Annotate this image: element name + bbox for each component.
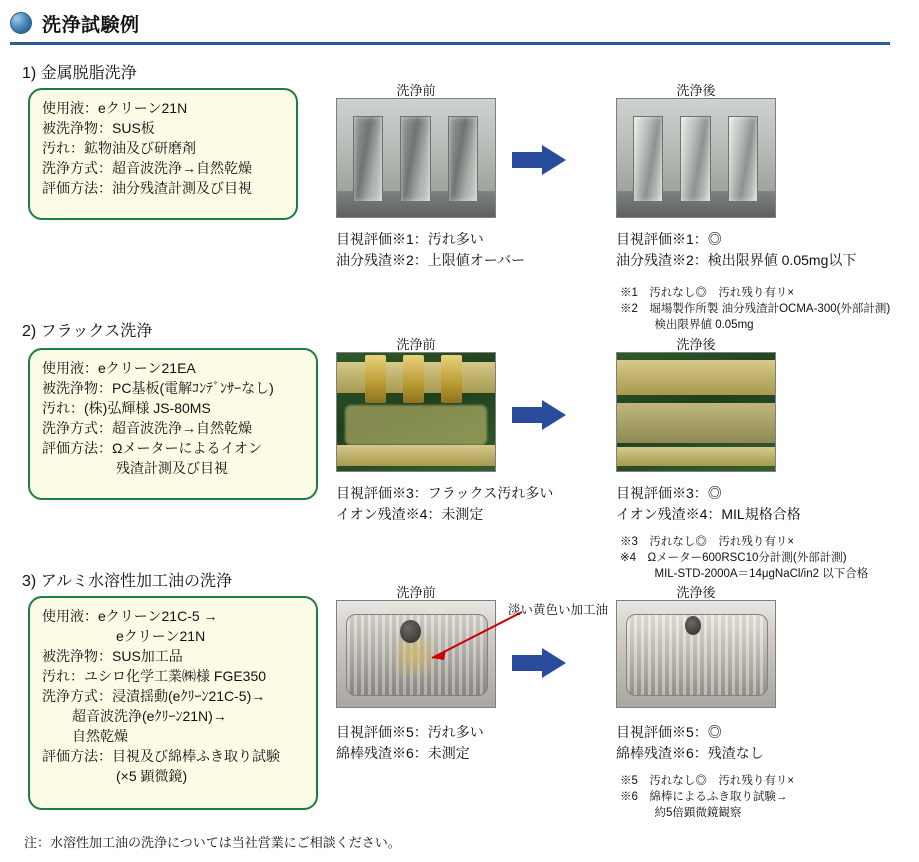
before-result-2a: 目視評価※3：フラックス汚れ多い [336,485,554,501]
oil-callout-label: 淡い黄色い加工油 [508,603,609,617]
arrow-body [512,407,544,423]
spec-line: 残渣計測及び目視 [116,460,228,476]
spec-line: 使用液：eクリーン21N [42,100,188,116]
before-result-3a: 目視評価※5：汚れ多い [336,724,484,740]
after-note-1c: 検出限界値 0.05mg [620,319,754,331]
before-result-1a: 目視評価※1：汚れ多い [336,231,484,247]
spec-line: 汚れ：(株)弘輝様 JS-80MS [42,400,211,416]
part-hole [685,616,701,635]
blue-sphere-icon [10,12,32,34]
after-photo-3 [616,600,776,708]
pcb-pad [403,355,424,402]
arrow-body [512,655,544,671]
page-header [10,8,890,48]
spec-box-3 [28,596,318,810]
spec-line: 洗浄方式：超音波洗浄→自然乾燥 [42,420,252,436]
metal-plate [633,116,663,203]
spec-line: 被洗浄物：SUS加工品 [42,648,183,664]
spec-line: 被洗浄物：SUS板 [42,120,155,136]
after-note-3a: ※5 汚れなし◎ 汚れ残り有リ× [620,775,795,787]
after-note-1a: ※1 汚れなし◎ 汚れ残り有リ× [620,287,795,299]
page-title: 洗浄試験例 [42,15,140,36]
spec-line: 汚れ：鉱物油及び研磨剤 [42,140,196,156]
metal-plate [353,116,383,203]
after-note-2a: ※3 汚れなし◎ 汚れ残り有リ× [620,536,795,548]
after-result-2a: 目視評価※3：◎ [616,485,722,501]
after-note-3b: ※6 綿棒によるふき取り試験→ [620,791,788,803]
after-result-2b: イオン残渣※4：MIL規格合格 [616,506,801,522]
after-label-1: 洗浄後 [676,83,716,98]
pcb-solder-strip [617,403,775,443]
section-title-2: 2) フラックス洗浄 [22,323,153,340]
after-note-2b: ※4 Ωメーター600RSC10分計測(外部計測) [620,552,847,564]
before-label-2: 洗浄前 [396,337,436,352]
spec-line: 超音波洗浄(eｸﾘｰﾝ21N)→ [72,708,227,724]
section-title-1: 1) 金属脱脂洗浄 [22,65,137,82]
spec-box-1 [28,88,298,220]
spec-line: 使用液：eクリーン21EA [42,360,196,376]
after-label-2: 洗浄後 [676,337,716,352]
spec-line: 自然乾燥 [72,728,128,744]
before-photo-2 [336,352,496,472]
spec-line: 評価方法：Ωメーターによるイオン [42,440,263,456]
metal-plate [680,116,710,203]
pcb-solder-strip [337,445,495,466]
process-arrow-3 [512,648,566,678]
spec-line: (×5 顕微鏡) [116,768,188,784]
section-title-3: 3) アルミ水溶性加工油の洗浄 [22,573,233,590]
spec-line: 被洗浄物：PC基板(電解ｺﾝﾃﾞﾝｻｰなし) [42,380,274,396]
after-result-1a: 目視評価※1：◎ [616,231,722,247]
spec-line: 評価方法：油分残渣計測及び目視 [42,180,252,196]
before-result-2b: イオン残渣※4：未測定 [336,506,484,522]
arrow-head [542,648,566,678]
before-result-1b: 油分残渣※2：上限値オーバー [336,252,526,268]
flux-residue [345,405,487,445]
arrow-head [542,400,566,430]
footer-note: 注：水溶性加工油の洗浄については当社営業にご相談ください。 [24,835,401,850]
spec-line: 使用液：eクリーン21C-5 → [42,608,218,624]
after-note-3c: 約5倍顕微鏡観察 [620,807,742,819]
pcb-pad [365,355,386,402]
spec-line: 評価方法：目視及び綿棒ふき取り試験 [42,748,280,764]
process-arrow-2 [512,400,566,430]
before-label-3: 洗浄前 [396,585,436,600]
spec-line: 汚れ：ユシロ化学工業㈱様 FGE350 [42,668,267,684]
after-label-3: 洗浄後 [676,585,716,600]
metal-plate [728,116,758,203]
metal-plate [400,116,430,203]
after-note-1b: ※2 堀場製作所製 油分残渣計OCMA-300(外部計測) [620,303,891,315]
pcb-pad [441,355,462,402]
arrow-body [512,152,544,168]
after-photo-2 [616,352,776,472]
spec-box-2 [28,348,318,500]
spec-line: eクリーン21N [116,628,206,644]
spec-line: 洗浄方式：超音波洗浄→自然乾燥 [42,160,252,176]
after-result-1b: 油分残渣※2：検出限界値 0.05mg以下 [616,252,857,268]
after-result-3b: 綿棒残渣※6：残渣なし [616,745,764,761]
after-photo-1 [616,98,776,218]
before-result-3b: 綿棒残渣※6：未測定 [336,745,470,761]
header-divider [10,42,890,45]
spec-line: 洗浄方式：浸漬揺動(eｸﾘｰﾝ21C-5)→ [42,688,266,704]
after-result-3a: 目視評価※5：◎ [616,724,722,740]
after-note-2c: MIL-STD-2000A＝14μgNaCl/in2 以下合格 [620,568,869,580]
process-arrow-1 [512,145,566,175]
before-photo-1 [336,98,496,218]
before-label-1: 洗浄前 [396,83,436,98]
arrow-head [542,145,566,175]
metal-plate [448,116,478,203]
pcb-solder-strip [617,447,775,466]
pcb-solder-strip [617,360,775,395]
